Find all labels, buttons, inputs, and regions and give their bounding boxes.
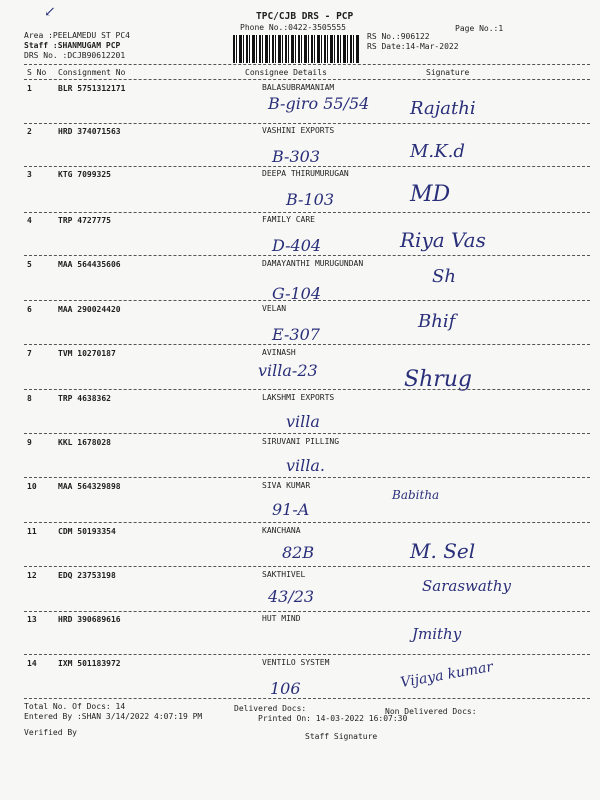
row-sno: 4 (27, 216, 32, 225)
col-consignee: Consignee Details (245, 68, 327, 77)
row-sno: 2 (27, 127, 32, 136)
row-consignee: DEEPA THIRUMURUGAN (262, 169, 349, 178)
col-consignment: Consignment No (58, 68, 126, 77)
row-divider (24, 698, 590, 699)
entered-by: Entered By :SHAN 3/14/2022 4:07:19 PM (24, 712, 203, 721)
row-consignee: HUT MIND (262, 614, 301, 623)
row-address-handwritten: villa (286, 412, 320, 431)
row-divider (24, 522, 590, 523)
row-consignment: MAA 564329898 (58, 482, 121, 491)
logo-scribble: ↙ (44, 4, 56, 20)
row-address-handwritten: 43/23 (268, 587, 315, 606)
row-consignment: MAA 290024420 (58, 305, 121, 314)
row-consignee: BALASUBRAMANIAM (262, 83, 335, 92)
row-consignment: EDQ 23753198 (58, 571, 116, 580)
staff-signature-label: Staff Signature (305, 732, 378, 741)
row-divider (24, 477, 590, 478)
table-row (0, 170, 600, 215)
row-signature: Shrug (404, 367, 473, 392)
row-sno: 7 (27, 349, 32, 358)
row-address-handwritten: B-giro 55/54 (268, 94, 370, 113)
row-signature: Vijaya kumar (399, 658, 495, 692)
row-consignee: SAKTHIVEL (262, 570, 306, 579)
row-consignment: KKL 1678028 (58, 438, 111, 447)
row-signature: Riya Vas (400, 228, 486, 252)
staff-label: Staff :SHANMUGAM PCP (24, 41, 121, 50)
row-consignment: HRD 390689616 (58, 615, 121, 624)
row-sno: 13 (27, 615, 37, 624)
row-consignee: SIVA KUMAR (262, 481, 311, 490)
barcode (233, 35, 359, 63)
header-divider (24, 64, 590, 65)
row-consignment: MAA 564435606 (58, 260, 121, 269)
row-consignment: CDM 50193354 (58, 527, 116, 536)
verified-by: Verified By (24, 728, 77, 737)
row-consignee: SIRUVANI PILLING (262, 437, 340, 446)
row-divider (24, 611, 590, 612)
row-consignment: TRP 4727775 (58, 216, 111, 225)
row-divider (24, 123, 590, 124)
page-number: Page No.:1 (455, 24, 504, 33)
row-sno: 14 (27, 659, 37, 668)
row-address-handwritten: villa-23 (258, 361, 318, 380)
row-consignment: KTG 7099325 (58, 170, 111, 179)
row-signature: M. Sel (410, 539, 476, 563)
delivered-docs: Delivered Docs: (234, 704, 307, 713)
row-address-handwritten: D-404 (272, 236, 322, 255)
col-signature: Signature (426, 68, 470, 77)
drs-number: DRS No. :DCJB90612201 (24, 51, 126, 60)
row-divider (24, 300, 590, 301)
row-sno: 8 (27, 394, 32, 403)
row-signature: Bhif (418, 311, 456, 332)
row-sno: 1 (27, 84, 32, 93)
row-consignee: KANCHANA (262, 526, 301, 535)
row-sno: 3 (27, 170, 32, 179)
row-address-handwritten: G-104 (272, 284, 322, 303)
total-docs: Total No. Of Docs: 14 (24, 702, 126, 711)
row-consignee: AVINASH (262, 348, 296, 357)
row-address-handwritten: B-303 (272, 147, 320, 166)
row-address-handwritten: 91-A (272, 500, 310, 519)
row-divider (24, 389, 590, 390)
rs-number: RS No.:906122 (367, 32, 430, 41)
row-divider (24, 255, 590, 256)
printed-on: Printed On: 14-03-2022 16:07:30 (258, 714, 408, 723)
row-sno: 12 (27, 571, 37, 580)
rs-date: RS Date:14-Mar-2022 (367, 42, 459, 51)
row-consignment: HRD 374071563 (58, 127, 121, 136)
col-sno: S No (27, 68, 47, 77)
row-divider (24, 344, 590, 345)
row-consignee: FAMILY CARE (262, 215, 315, 224)
row-address-handwritten: 106 (270, 679, 301, 698)
area-label: Area :PEELAMEDU ST PC4 (24, 31, 130, 40)
row-signature: MD (410, 182, 451, 207)
document-title: TPC/CJB DRS - PCP (256, 11, 354, 22)
row-signature: Jmithy (412, 625, 462, 643)
row-consignee: VENTILO SYSTEM (262, 658, 330, 667)
row-sno: 5 (27, 260, 32, 269)
row-consignment: TVM 10270187 (58, 349, 116, 358)
row-divider (24, 654, 590, 655)
row-consignment: IXM 501183972 (58, 659, 121, 668)
row-consignee: DAMAYANTHI MURUGUNDAN (262, 259, 364, 268)
table-row (0, 571, 600, 616)
row-signature: M.K.d (410, 141, 465, 162)
row-signature: Saraswathy (422, 577, 511, 595)
row-signature: Sh (432, 266, 456, 287)
row-address-handwritten: villa. (286, 456, 326, 475)
row-consignee: VELAN (262, 304, 287, 313)
row-divider (24, 212, 590, 213)
row-sno: 11 (27, 527, 37, 536)
table-row (0, 482, 600, 527)
non-delivered-docs: Non Delivered Docs: (385, 707, 477, 716)
row-address-handwritten: 82B (282, 543, 315, 562)
row-consignee: VASHINI EXPORTS (262, 126, 335, 135)
row-consignee: LAKSHMI EXPORTS (262, 393, 335, 402)
table-row (0, 260, 600, 305)
row-sno: 10 (27, 482, 37, 491)
row-address-handwritten: B-103 (286, 190, 334, 209)
row-signature: Babitha (392, 488, 440, 502)
row-sno: 9 (27, 438, 32, 447)
row-sno: 6 (27, 305, 32, 314)
row-divider (24, 166, 590, 167)
table-row (0, 349, 600, 394)
row-signature: Rajathi (410, 98, 476, 119)
row-consignment: BLR 5751312171 (58, 84, 126, 93)
phone-number: Phone No.:0422-3505555 (240, 23, 346, 32)
row-address-handwritten: E-307 (272, 325, 320, 344)
row-divider (24, 566, 590, 567)
row-consignment: TRP 4638362 (58, 394, 111, 403)
column-divider (24, 79, 590, 80)
row-divider (24, 433, 590, 434)
